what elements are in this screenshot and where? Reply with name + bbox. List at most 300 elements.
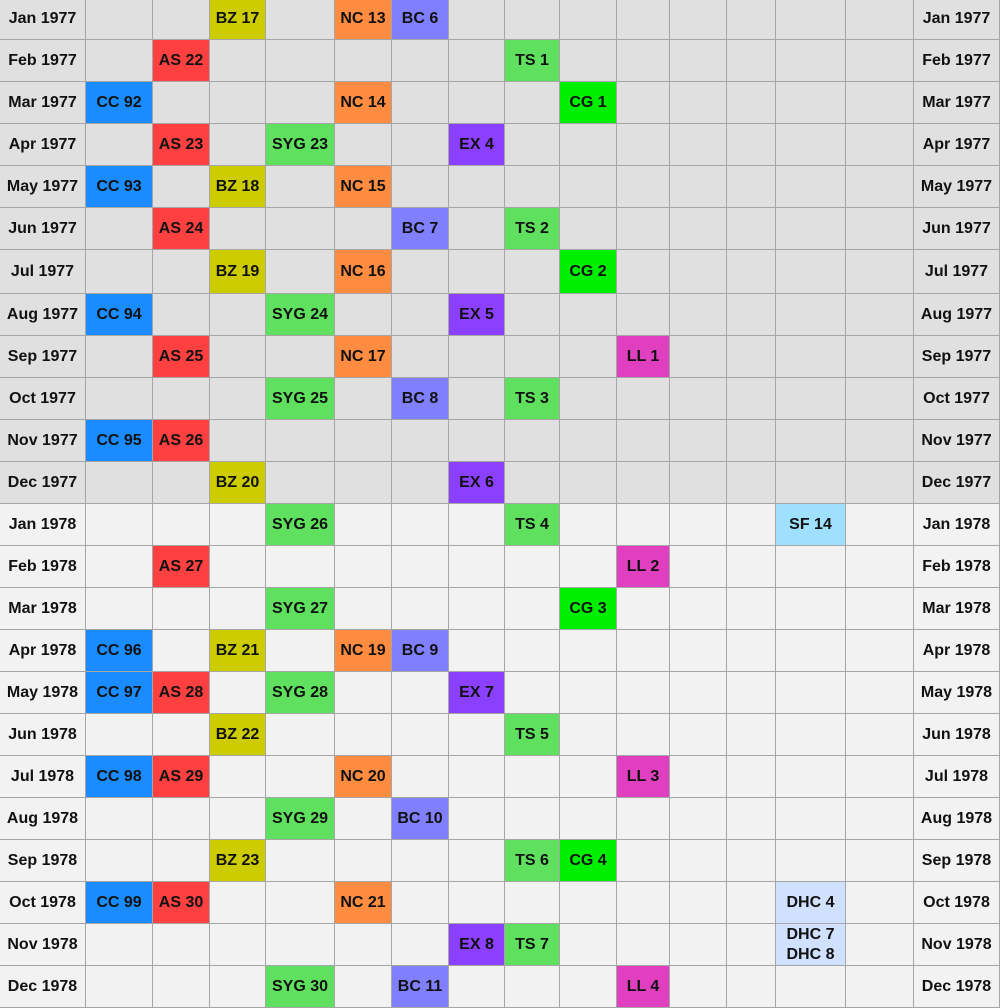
release-cell	[266, 378, 335, 420]
release-label: NC 15	[340, 177, 386, 195]
release-label: TS 2	[515, 219, 549, 237]
release-label: AS 25	[158, 347, 204, 365]
month-label-left	[0, 924, 86, 966]
release-cell	[153, 672, 210, 714]
month-label-left	[0, 40, 86, 82]
empty-cell	[560, 504, 617, 546]
empty-cell	[846, 250, 914, 294]
empty-cell	[86, 124, 153, 166]
month-label-text: Jul 1977	[10, 262, 75, 280]
empty-cell	[449, 0, 505, 40]
release-cell	[335, 882, 392, 924]
release-label: NC 19	[340, 641, 386, 659]
release-label: SYG 26	[271, 515, 329, 533]
empty-cell	[560, 966, 617, 1008]
empty-cell	[505, 250, 560, 294]
empty-cell	[153, 462, 210, 504]
empty-cell	[335, 124, 392, 166]
month-label-left	[0, 462, 86, 504]
empty-cell	[727, 798, 776, 840]
release-label: DHC 7	[786, 925, 835, 943]
release-cell	[210, 714, 266, 756]
empty-cell	[335, 546, 392, 588]
empty-cell	[617, 714, 670, 756]
empty-cell	[617, 294, 670, 336]
empty-cell	[560, 714, 617, 756]
month-label-right	[914, 124, 1000, 166]
empty-cell	[392, 294, 449, 336]
release-cell	[86, 420, 153, 462]
empty-cell	[392, 882, 449, 924]
empty-cell	[776, 208, 846, 250]
empty-cell	[266, 756, 335, 798]
month-label-text: Nov 1978	[921, 935, 992, 953]
empty-cell	[670, 336, 727, 378]
empty-cell	[392, 924, 449, 966]
table-row	[0, 166, 1000, 208]
release-label: EX 5	[459, 305, 494, 323]
empty-cell	[153, 630, 210, 672]
month-label-right	[914, 924, 1000, 966]
empty-cell	[776, 546, 846, 588]
empty-cell	[617, 250, 670, 294]
month-label-left	[0, 504, 86, 546]
release-label: SYG 28	[271, 683, 329, 701]
release-label: CG 1	[569, 93, 607, 111]
release-cell	[617, 966, 670, 1008]
month-label-text: Jun 1977	[922, 219, 991, 237]
release-cell	[210, 166, 266, 208]
release-label: BZ 17	[215, 9, 260, 27]
empty-cell	[776, 630, 846, 672]
table-row	[0, 82, 1000, 124]
release-label: LL 4	[626, 977, 660, 995]
month-label-text: Feb 1978	[8, 557, 77, 575]
empty-cell	[670, 882, 727, 924]
empty-cell	[560, 124, 617, 166]
empty-cell	[617, 0, 670, 40]
empty-cell	[210, 208, 266, 250]
release-cell	[335, 0, 392, 40]
empty-cell	[560, 630, 617, 672]
release-cell	[86, 630, 153, 672]
empty-cell	[776, 294, 846, 336]
release-cell	[392, 0, 449, 40]
release-label: EX 8	[459, 935, 494, 953]
empty-cell	[670, 840, 727, 882]
release-label: NC 21	[340, 893, 386, 911]
month-label-text: Jan 1978	[8, 515, 77, 533]
empty-cell	[449, 336, 505, 378]
empty-cell	[670, 546, 727, 588]
release-cell	[505, 714, 560, 756]
empty-cell	[505, 756, 560, 798]
empty-cell	[846, 630, 914, 672]
empty-cell	[266, 924, 335, 966]
month-label-text: Jan 1978	[922, 515, 991, 533]
empty-cell	[266, 840, 335, 882]
empty-cell	[846, 336, 914, 378]
empty-cell	[846, 166, 914, 208]
month-label-right	[914, 462, 1000, 504]
empty-cell	[86, 840, 153, 882]
release-cell	[153, 756, 210, 798]
table-row	[0, 966, 1000, 1008]
empty-cell	[617, 462, 670, 504]
empty-cell	[449, 166, 505, 208]
empty-cell	[335, 840, 392, 882]
empty-cell	[670, 40, 727, 82]
release-cell	[392, 630, 449, 672]
release-label: TS 6	[515, 851, 549, 869]
empty-cell	[560, 546, 617, 588]
empty-cell	[617, 672, 670, 714]
empty-cell	[449, 40, 505, 82]
empty-cell	[505, 462, 560, 504]
empty-cell	[449, 840, 505, 882]
release-label: AS 22	[158, 51, 204, 69]
release-label: BC 8	[401, 389, 439, 407]
release-cell	[86, 672, 153, 714]
release-cell	[335, 250, 392, 294]
release-label: TS 5	[515, 725, 549, 743]
empty-cell	[392, 336, 449, 378]
empty-cell	[153, 250, 210, 294]
table-row	[0, 882, 1000, 924]
empty-cell	[210, 420, 266, 462]
release-cell	[392, 378, 449, 420]
empty-cell	[560, 924, 617, 966]
release-label: BC 9	[401, 641, 439, 659]
release-cell	[153, 336, 210, 378]
empty-cell	[335, 420, 392, 462]
release-label: EX 4	[459, 135, 494, 153]
release-label: SYG 25	[271, 389, 329, 407]
empty-cell	[505, 882, 560, 924]
release-cell	[505, 40, 560, 82]
release-cell	[266, 504, 335, 546]
release-cell	[266, 672, 335, 714]
month-label-left	[0, 630, 86, 672]
month-label-left	[0, 336, 86, 378]
release-cell	[153, 546, 210, 588]
release-label: CC 92	[96, 93, 142, 111]
release-label: CC 95	[96, 431, 142, 449]
empty-cell	[560, 40, 617, 82]
empty-cell	[505, 82, 560, 124]
empty-cell	[210, 124, 266, 166]
month-label-text: Dec 1977	[7, 473, 78, 491]
release-label: BZ 23	[215, 851, 260, 869]
empty-cell	[210, 546, 266, 588]
empty-cell	[505, 798, 560, 840]
empty-cell	[846, 0, 914, 40]
release-label: AS 30	[158, 893, 204, 911]
month-label-text: Jul 1978	[924, 767, 989, 785]
table-row	[0, 756, 1000, 798]
month-label-right	[914, 420, 1000, 462]
empty-cell	[727, 756, 776, 798]
empty-cell	[266, 82, 335, 124]
release-label: BC 6	[401, 9, 439, 27]
empty-cell	[846, 588, 914, 630]
empty-cell	[210, 336, 266, 378]
release-cell	[449, 924, 505, 966]
table-row	[0, 0, 1000, 40]
empty-cell	[153, 378, 210, 420]
month-label-text: Oct 1977	[9, 389, 76, 407]
empty-cell	[86, 924, 153, 966]
release-label: AS 29	[158, 767, 204, 785]
release-label: CG 3	[569, 599, 607, 617]
month-label-left	[0, 546, 86, 588]
empty-cell	[670, 714, 727, 756]
release-cell	[617, 756, 670, 798]
empty-cell	[846, 882, 914, 924]
release-cell	[210, 840, 266, 882]
empty-cell	[153, 82, 210, 124]
empty-cell	[670, 672, 727, 714]
month-label-right	[914, 798, 1000, 840]
release-cell	[335, 82, 392, 124]
month-label-left	[0, 798, 86, 840]
empty-cell	[846, 378, 914, 420]
release-cell	[266, 294, 335, 336]
release-cell	[335, 336, 392, 378]
empty-cell	[617, 420, 670, 462]
empty-cell	[560, 336, 617, 378]
empty-cell	[210, 798, 266, 840]
month-label-left	[0, 882, 86, 924]
month-label-right	[914, 250, 1000, 294]
month-label-text: Dec 1977	[921, 473, 992, 491]
empty-cell	[153, 840, 210, 882]
month-label-right	[914, 336, 1000, 378]
empty-cell	[392, 504, 449, 546]
empty-cell	[86, 504, 153, 546]
empty-cell	[776, 336, 846, 378]
release-cell	[86, 166, 153, 208]
table-row	[0, 798, 1000, 840]
empty-cell	[727, 420, 776, 462]
release-label: LL 3	[626, 767, 660, 785]
month-label-left	[0, 420, 86, 462]
empty-cell	[727, 840, 776, 882]
empty-cell	[727, 124, 776, 166]
release-cell	[449, 462, 505, 504]
empty-cell	[266, 630, 335, 672]
empty-cell	[846, 966, 914, 1008]
empty-cell	[617, 504, 670, 546]
empty-cell	[210, 756, 266, 798]
month-label-right	[914, 882, 1000, 924]
empty-cell	[266, 546, 335, 588]
empty-cell	[335, 966, 392, 1008]
month-label-right	[914, 966, 1000, 1008]
empty-cell	[727, 208, 776, 250]
empty-cell	[392, 588, 449, 630]
release-label: NC 14	[340, 93, 386, 111]
empty-cell	[266, 336, 335, 378]
release-cell	[505, 378, 560, 420]
release-label: SYG 24	[271, 305, 329, 323]
empty-cell	[776, 166, 846, 208]
empty-cell	[727, 546, 776, 588]
release-label: BC 7	[401, 219, 439, 237]
release-label: EX 6	[459, 473, 494, 491]
empty-cell	[727, 336, 776, 378]
release-label: BZ 22	[215, 725, 260, 743]
empty-cell	[210, 588, 266, 630]
empty-cell	[266, 250, 335, 294]
empty-cell	[727, 630, 776, 672]
month-label-left	[0, 378, 86, 420]
release-cell	[153, 40, 210, 82]
table-row	[0, 672, 1000, 714]
empty-cell	[210, 966, 266, 1008]
table-row	[0, 40, 1000, 82]
table-row	[0, 504, 1000, 546]
empty-cell	[727, 82, 776, 124]
release-label: CC 94	[96, 305, 142, 323]
month-label-right	[914, 756, 1000, 798]
month-label-text: Feb 1977	[922, 51, 991, 69]
month-label-left	[0, 294, 86, 336]
empty-cell	[776, 714, 846, 756]
empty-cell	[335, 798, 392, 840]
release-label: CC 99	[96, 893, 142, 911]
empty-cell	[449, 714, 505, 756]
release-label: CG 4	[569, 851, 607, 869]
empty-cell	[505, 294, 560, 336]
empty-cell	[86, 0, 153, 40]
empty-cell	[449, 378, 505, 420]
empty-cell	[392, 546, 449, 588]
release-label: BC 11	[397, 977, 443, 995]
empty-cell	[727, 966, 776, 1008]
empty-cell	[86, 40, 153, 82]
empty-cell	[86, 208, 153, 250]
empty-cell	[449, 250, 505, 294]
month-label-text: Oct 1977	[923, 389, 990, 407]
release-label: EX 7	[459, 683, 494, 701]
empty-cell	[153, 0, 210, 40]
month-label-text: Nov 1977	[7, 431, 78, 449]
empty-cell	[505, 588, 560, 630]
empty-cell	[776, 756, 846, 798]
empty-cell	[86, 250, 153, 294]
month-label-right	[914, 82, 1000, 124]
empty-cell	[670, 82, 727, 124]
empty-cell	[617, 208, 670, 250]
empty-cell	[210, 378, 266, 420]
month-label-text: Oct 1978	[9, 893, 76, 911]
release-label: LL 2	[626, 557, 660, 575]
empty-cell	[670, 294, 727, 336]
empty-cell	[846, 924, 914, 966]
empty-cell	[449, 546, 505, 588]
empty-cell	[846, 294, 914, 336]
month-label-right	[914, 546, 1000, 588]
empty-cell	[846, 40, 914, 82]
release-cell	[776, 924, 846, 966]
month-label-left	[0, 124, 86, 166]
table-row	[0, 336, 1000, 378]
empty-cell	[846, 504, 914, 546]
empty-cell	[335, 208, 392, 250]
release-label: DHC 8	[786, 945, 835, 963]
empty-cell	[153, 966, 210, 1008]
empty-cell	[335, 378, 392, 420]
empty-cell	[560, 0, 617, 40]
empty-cell	[392, 166, 449, 208]
empty-cell	[560, 166, 617, 208]
empty-cell	[670, 588, 727, 630]
empty-cell	[335, 588, 392, 630]
release-cell	[392, 966, 449, 1008]
empty-cell	[727, 40, 776, 82]
empty-cell	[727, 462, 776, 504]
month-label-text: Jan 1977	[922, 9, 991, 27]
month-label-right	[914, 672, 1000, 714]
empty-cell	[670, 0, 727, 40]
empty-cell	[392, 82, 449, 124]
empty-cell	[335, 924, 392, 966]
empty-cell	[846, 462, 914, 504]
empty-cell	[727, 250, 776, 294]
empty-cell	[846, 672, 914, 714]
release-label: CC 97	[96, 683, 142, 701]
empty-cell	[776, 840, 846, 882]
empty-cell	[266, 714, 335, 756]
month-label-text: Dec 1978	[7, 977, 78, 995]
empty-cell	[392, 420, 449, 462]
table-row	[0, 588, 1000, 630]
empty-cell	[617, 882, 670, 924]
release-label: BZ 21	[215, 641, 260, 659]
empty-cell	[153, 588, 210, 630]
month-label-right	[914, 166, 1000, 208]
month-label-text: Dec 1978	[921, 977, 992, 995]
release-label: AS 23	[158, 135, 204, 153]
table-row	[0, 250, 1000, 294]
empty-cell	[670, 124, 727, 166]
empty-cell	[727, 714, 776, 756]
empty-cell	[505, 966, 560, 1008]
empty-cell	[153, 924, 210, 966]
empty-cell	[392, 714, 449, 756]
empty-cell	[505, 336, 560, 378]
empty-cell	[776, 588, 846, 630]
empty-cell	[210, 294, 266, 336]
release-label: NC 20	[340, 767, 386, 785]
month-label-right	[914, 504, 1000, 546]
empty-cell	[617, 924, 670, 966]
month-label-left	[0, 966, 86, 1008]
month-label-text: Sep 1977	[7, 347, 78, 365]
empty-cell	[505, 420, 560, 462]
empty-cell	[670, 208, 727, 250]
empty-cell	[449, 756, 505, 798]
empty-cell	[617, 798, 670, 840]
table-row	[0, 840, 1000, 882]
release-label: NC 17	[340, 347, 386, 365]
table-row	[0, 462, 1000, 504]
empty-cell	[266, 462, 335, 504]
release-cell	[617, 336, 670, 378]
empty-cell	[560, 798, 617, 840]
month-label-left	[0, 82, 86, 124]
